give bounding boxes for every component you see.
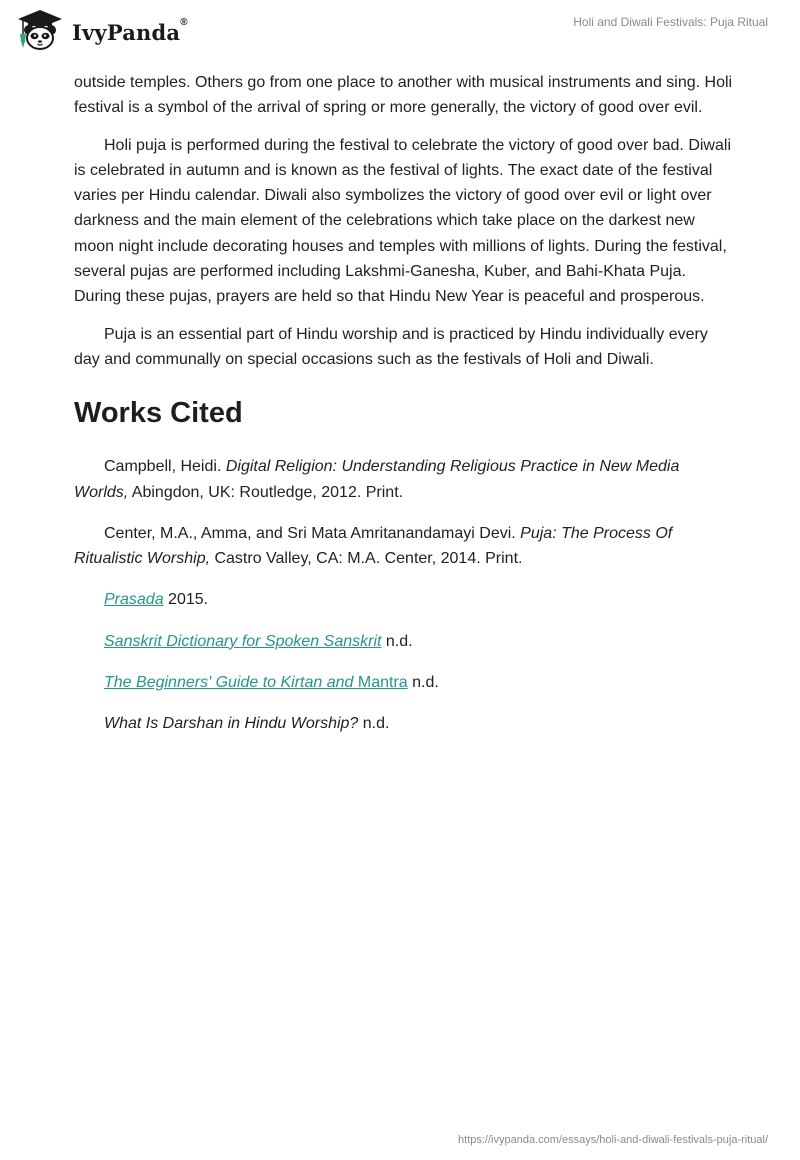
document-title: Holi and Diwali Festivals: Puja Ritual (573, 15, 768, 29)
brand-logo[interactable] (14, 8, 188, 52)
brand-name: IvyPanda® (72, 16, 188, 45)
page-header (0, 0, 800, 66)
source-url[interactable]: https://ivypanda.com/essays/holi-and-diwali-festivals-puja-ritual/ (458, 1134, 768, 1146)
prasada-link[interactable]: Prasada (104, 591, 164, 609)
essay-content (74, 70, 734, 753)
paragraph: Puja is an essential part of Hindu worship and is practiced by Hindu individually every day and communally on special occasions such as the festivals of Holi and Diwali. (74, 325, 708, 368)
citation-campbell: Campbell, Heidi. Digital Religion: Understanding Religious Practice in New Media Worlds, Abingdon, UK: Routledge, 2012. Print. (74, 458, 680, 501)
sanskrit-dictionary-link[interactable]: Sanskrit Dictionary for Spoken Sanskrit (104, 632, 382, 650)
citation-darshan: What Is Darshan in Hindu Worship? n.d. (104, 715, 390, 733)
works-cited-heading: Works Cited (74, 397, 243, 430)
citation-center: Center, M.A., Amma, and Sri Mata Amritanandamayi Devi. Puja: The Process Of Ritualistic Worship, Castro Valley, CA: M.A. Center, 2014. Print. (74, 524, 673, 568)
citation-sanskrit-dictionary: Sanskrit Dictionary for Spoken Sanskrit n.d. (104, 632, 413, 650)
kirtan-guide-link[interactable]: The Beginners' Guide to Kirtan and Mantra (104, 674, 408, 692)
paragraph: outside temples. Others go from one place to another with musical instruments and sing. Holi festival is a symbol of the arrival of spring or more generally, the victory of good over evil. (74, 74, 733, 117)
citation-kirtan-guide: The Beginners' Guide to Kirtan and Mantra n.d. (104, 674, 439, 692)
citation-prasada: Prasada 2015. (104, 591, 209, 609)
panda-graduate-icon (14, 8, 66, 52)
paragraph: Holi puja is performed during the festival to celebrate the victory of good over bad. Diwali is celebrated in autumn and is known as the festival of lights. The exact date of the festival varies per Hindu calendar. Diwali also symbolizes the victory of good over evil or light over darkness and the main element of the celebrations which take place on the darkest new moon night include decorating houses and temples with millions of lights. During the festival, several pujas are performed including Lakshmi-Ganesha, Kuber, and Bahi-Khata Puja. During these pujas, prayers are held so that Hindu New Year is peaceful and prosperous. (74, 136, 731, 306)
